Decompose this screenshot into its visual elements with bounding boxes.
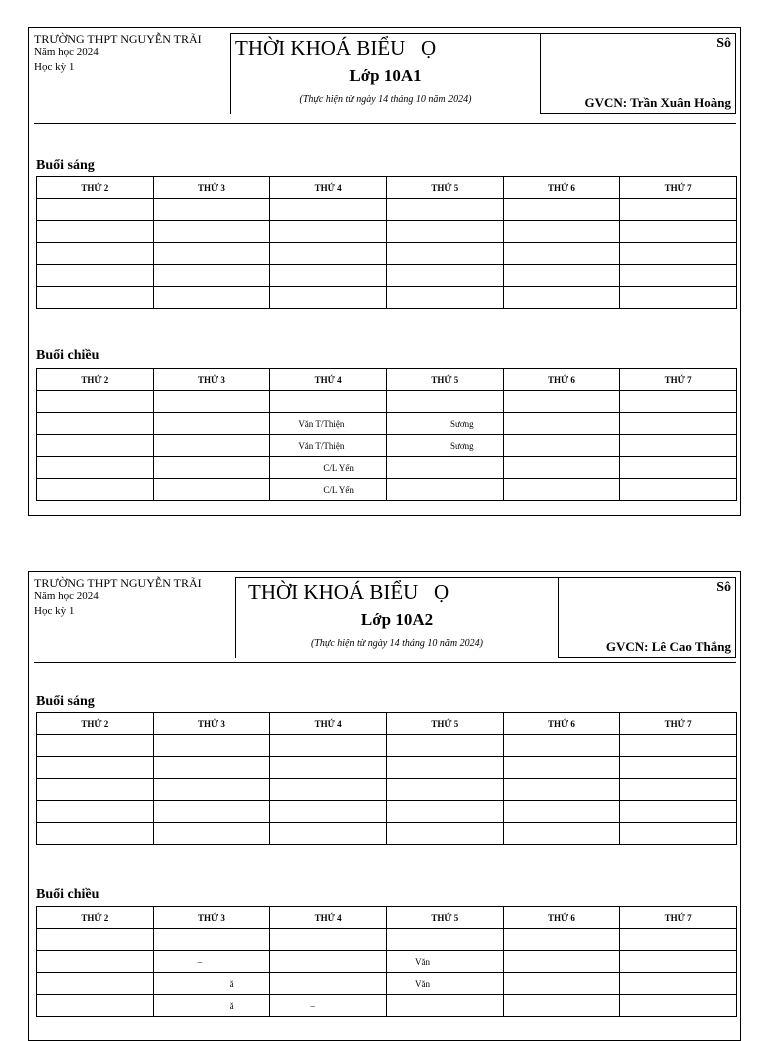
day-header: THỨ 7 [620, 713, 737, 735]
day-header: THỨ 3 [153, 907, 270, 929]
period-cell [620, 929, 737, 951]
period-cell [620, 457, 737, 479]
homeroom-teacher: GVCN: Trần Xuân Hoàng [584, 95, 731, 110]
period-cell [620, 265, 737, 287]
header-divider [34, 123, 736, 124]
period-cell [620, 823, 737, 845]
day-header: THỨ 3 [153, 713, 270, 735]
afternoon-label: Buổi chiều [36, 348, 100, 363]
period-cell [153, 199, 270, 221]
day-header: THỨ 6 [503, 177, 620, 199]
day-header: THỨ 5 [386, 177, 503, 199]
period-cell [620, 221, 737, 243]
timetable-title: THỜI KHOÁ BIỂU Ọ [248, 580, 450, 604]
effective-date: (Thực hiện từ ngày 14 tháng 10 năm 2024) [310, 638, 483, 649]
period-cell [620, 243, 737, 265]
period-cell [270, 243, 387, 265]
afternoon-label: Buổi chiều [36, 887, 100, 902]
period-cell [37, 929, 154, 951]
period-cell [37, 221, 154, 243]
morning-label: Buổi sáng [36, 158, 95, 173]
period-cell [270, 287, 387, 309]
day-header: THỨ 7 [620, 907, 737, 929]
period-cell [37, 801, 154, 823]
period-cell [270, 801, 387, 823]
period-cell [620, 801, 737, 823]
day-header: THỨ 2 [37, 369, 154, 391]
table-row [37, 995, 737, 1017]
table-row [37, 951, 737, 973]
period-cell [386, 391, 503, 413]
class-name: Lớp 10A1 [349, 66, 422, 85]
period-cell [270, 951, 387, 973]
table-row [37, 391, 737, 413]
period-cell [153, 265, 270, 287]
table-row [37, 457, 737, 479]
period-cell [37, 735, 154, 757]
period-cell [620, 287, 737, 309]
period-cell [37, 951, 154, 973]
school-year: Năm học 2024 [34, 46, 99, 58]
day-header: THỨ 5 [386, 713, 503, 735]
school-term: Học kỳ 1 [34, 61, 75, 73]
period-cell [386, 735, 503, 757]
header-divider [34, 662, 736, 663]
period-cell: C/L Yến [270, 457, 387, 479]
period-cell [386, 265, 503, 287]
title-block [235, 577, 559, 658]
period-cell [503, 757, 620, 779]
table-row [37, 199, 737, 221]
table-header-row [37, 177, 737, 199]
period-cell [153, 391, 270, 413]
period-cell [503, 951, 620, 973]
period-cell [503, 413, 620, 435]
day-header: THỨ 2 [37, 713, 154, 735]
period-cell [503, 287, 620, 309]
day-header: THỨ 6 [503, 369, 620, 391]
table-row [37, 973, 737, 995]
period-cell [386, 221, 503, 243]
period-cell [37, 265, 154, 287]
table-header-row [37, 713, 737, 735]
so-label: Sô [716, 580, 731, 595]
period-cell [503, 735, 620, 757]
period-cell [503, 973, 620, 995]
day-header: THỨ 2 [37, 177, 154, 199]
period-cell: Văn [386, 973, 503, 995]
sheet-header [34, 33, 736, 114]
period-cell [503, 243, 620, 265]
period-cell [37, 995, 154, 1017]
period-cell [270, 929, 387, 951]
table-row [37, 221, 737, 243]
period-cell [37, 457, 154, 479]
day-header: THỨ 2 [37, 907, 154, 929]
period-cell [503, 479, 620, 501]
period-cell [270, 265, 387, 287]
period-cell [153, 929, 270, 951]
period-cell [386, 757, 503, 779]
table-header-row [37, 907, 737, 929]
period-cell [386, 779, 503, 801]
day-header: THỨ 7 [620, 369, 737, 391]
period-cell [620, 735, 737, 757]
period-cell: Văn [386, 951, 503, 973]
school-name: TRƯỜNG THPT NGUYỄN TRÃI [34, 576, 202, 590]
period-cell [270, 779, 387, 801]
day-header: THỨ 4 [270, 907, 387, 929]
period-cell [386, 801, 503, 823]
period-cell: Văn T/Thiện [270, 413, 387, 435]
period-cell: Sương [386, 435, 503, 457]
period-cell [386, 457, 503, 479]
period-cell [37, 973, 154, 995]
period-cell [620, 757, 737, 779]
effective-date: (Thực hiện từ ngày 14 tháng 10 năm 2024) [299, 94, 472, 105]
period-cell [153, 735, 270, 757]
period-cell [153, 801, 270, 823]
period-cell [386, 479, 503, 501]
period-cell [153, 287, 270, 309]
period-cell: – [270, 995, 387, 1017]
period-cell [503, 199, 620, 221]
table-row [37, 757, 737, 779]
school-info [34, 577, 235, 658]
school-name: TRƯỜNG THPT NGUYỄN TRÃI [34, 32, 202, 46]
period-cell [270, 757, 387, 779]
afternoon-table [36, 906, 737, 1017]
table-row [37, 479, 737, 501]
period-cell [37, 413, 154, 435]
period-cell [37, 199, 154, 221]
period-cell [620, 779, 737, 801]
period-cell [270, 221, 387, 243]
sheet-header [34, 577, 736, 658]
period-cell [503, 779, 620, 801]
period-cell [503, 391, 620, 413]
period-cell [620, 435, 737, 457]
timetable-sheet-10a2 [28, 571, 741, 1041]
class-name: Lớp 10A2 [360, 610, 434, 629]
timetable-title: THỜI KHOÁ BIỂU Ọ [235, 36, 437, 60]
period-cell [153, 479, 270, 501]
period-cell [620, 479, 737, 501]
period-cell [37, 435, 154, 457]
period-cell [37, 391, 154, 413]
morning-label: Buổi sáng [36, 694, 95, 709]
day-header: THỨ 3 [153, 177, 270, 199]
period-cell [153, 413, 270, 435]
period-cell [620, 413, 737, 435]
period-cell [270, 391, 387, 413]
table-row [37, 287, 737, 309]
period-cell [153, 243, 270, 265]
period-cell [386, 995, 503, 1017]
period-cell [37, 823, 154, 845]
period-cell: Sương [386, 413, 503, 435]
period-cell: ă [153, 973, 270, 995]
day-header: THỨ 6 [503, 907, 620, 929]
period-cell [270, 973, 387, 995]
day-header: THỨ 4 [270, 177, 387, 199]
table-row [37, 265, 737, 287]
period-cell [270, 199, 387, 221]
title-block [230, 33, 541, 114]
table-row [37, 243, 737, 265]
day-header: THỨ 7 [620, 177, 737, 199]
period-cell [153, 779, 270, 801]
period-cell [37, 243, 154, 265]
period-cell [153, 221, 270, 243]
table-row [37, 735, 737, 757]
table-row [37, 801, 737, 823]
period-cell [503, 929, 620, 951]
day-header: THỨ 5 [386, 369, 503, 391]
day-header: THỨ 4 [270, 369, 387, 391]
period-cell [386, 823, 503, 845]
day-header: THỨ 3 [153, 369, 270, 391]
morning-table [36, 176, 737, 309]
period-cell [503, 457, 620, 479]
period-cell: Văn T/Thiện [270, 435, 387, 457]
period-cell [620, 995, 737, 1017]
period-cell [503, 221, 620, 243]
period-cell [37, 779, 154, 801]
school-year: Năm học 2024 [34, 590, 99, 602]
period-cell [386, 929, 503, 951]
table-row [37, 823, 737, 845]
table-row [37, 929, 737, 951]
period-cell [270, 735, 387, 757]
teacher-block [559, 577, 736, 658]
period-cell [503, 265, 620, 287]
table-row [37, 435, 737, 457]
period-cell [503, 801, 620, 823]
afternoon-table [36, 368, 737, 501]
period-cell: – [153, 951, 270, 973]
so-label: Sô [716, 36, 731, 51]
period-cell [270, 823, 387, 845]
table-row [37, 779, 737, 801]
table-header-row [37, 369, 737, 391]
period-cell [620, 973, 737, 995]
period-cell [503, 995, 620, 1017]
period-cell [386, 199, 503, 221]
day-header: THỨ 5 [386, 907, 503, 929]
period-cell [37, 757, 154, 779]
period-cell [37, 479, 154, 501]
day-header: THỨ 6 [503, 713, 620, 735]
period-cell [503, 823, 620, 845]
period-cell [386, 243, 503, 265]
period-cell [153, 757, 270, 779]
period-cell: ă [153, 995, 270, 1017]
period-cell [503, 435, 620, 457]
table-row [37, 413, 737, 435]
period-cell [153, 823, 270, 845]
morning-table [36, 712, 737, 845]
school-term: Học kỳ 1 [34, 605, 75, 617]
period-cell [620, 951, 737, 973]
period-cell [37, 287, 154, 309]
day-header: THỨ 4 [270, 713, 387, 735]
homeroom-teacher: GVCN: Lê Cao Thắng [605, 639, 731, 654]
timetable-sheet-10a1 [28, 27, 741, 516]
period-cell: C/L Yến [270, 479, 387, 501]
period-cell [620, 199, 737, 221]
period-cell [386, 287, 503, 309]
period-cell [153, 435, 270, 457]
teacher-block [541, 33, 736, 114]
school-info [34, 33, 230, 114]
period-cell [620, 391, 737, 413]
period-cell [153, 457, 270, 479]
